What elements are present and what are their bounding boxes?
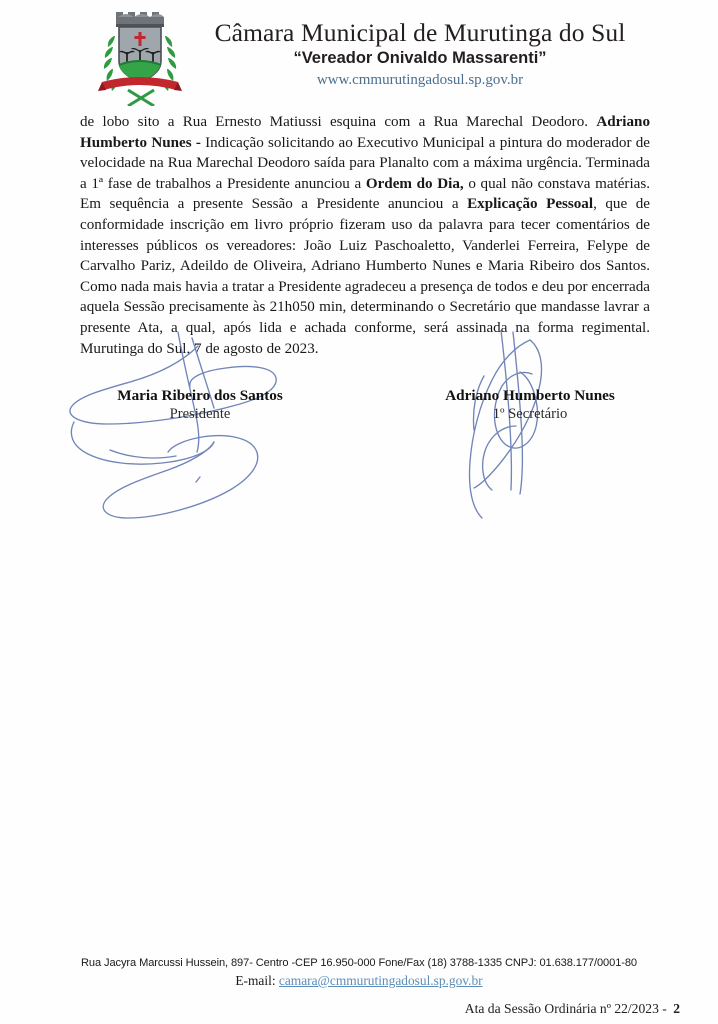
emphasized-text: Ordem do Dia,	[365, 175, 464, 192]
body-text: de lobo sito a Rua Ernesto Matiussi esquina com a Rua Marechal Deodoro.	[80, 114, 597, 130]
signature-block-secretary	[380, 330, 680, 520]
footer-document-reference	[0, 1000, 718, 1018]
signatory-role: Presidente	[169, 406, 231, 422]
footer-email-label: E-mail:	[235, 973, 279, 988]
page-footer	[0, 955, 718, 1018]
footer-doc-label: Ata da Sessão Ordinária nº 22/2023 -	[464, 1001, 671, 1016]
body-text: Indicação solicitando ao Executivo Municipal a pintura do moderador de velocidade na Rua Marechal Deodoro saída para Planalto com a máxima urgência. Terminada a 1ª fase de trabalhos a Presidente anunciou a	[80, 134, 650, 192]
handwritten-signature-icon	[380, 330, 680, 520]
organization-website[interactable]: www.cmmurutingadosul.sp.gov.br	[316, 72, 524, 88]
organization-subtitle: “Vereador Onivaldo Massarenti”	[293, 49, 547, 67]
signatory-role: 1º Secretário	[492, 406, 568, 422]
minutes-paragraph	[80, 112, 650, 359]
signatory-name: Maria Ribeiro dos Santos	[117, 387, 283, 404]
letterhead-text	[190, 18, 650, 90]
body-text: o qual não constava matérias. Em sequência a presente Sessão a Presidente anunciou a	[80, 175, 651, 213]
organization-title: Câmara Municipal de Murutinga do Sul	[214, 18, 626, 47]
emphasized-text: Explicação Pessoal	[467, 196, 594, 213]
document-body	[80, 112, 650, 359]
footer-email-line	[0, 972, 718, 990]
footer-email-link[interactable]: camara@cmmurutingadosul.sp.gov.br	[278, 973, 483, 988]
handwritten-signature-icon	[50, 330, 350, 520]
footer-address: Rua Jacyra Marcussi Hussein, 897- Centro -CEP 16.950-000 Fone/Fax (18) 3788-1335 CNPJ: 01.638.177/0001-80	[80, 957, 637, 969]
emphasized-text: Adriano Humberto Nunes -	[80, 114, 650, 151]
signatory-name: Adriano Humberto Nunes	[445, 387, 615, 404]
signature-caption	[50, 387, 350, 424]
signature-caption	[380, 387, 680, 424]
municipal-coat-of-arms-icon	[88, 6, 192, 106]
body-text: , que de conformidade inscrição em livro próprio fizeram uso da palavra para tecer comentários de interesses públicos os vereadores: João Luiz Paschoaletto, Vanderlei Ferreira, Felype de Carvalho Pariz, Adeildo de Oliveira, Adriano Humberto Nunes e Maria Ribeiro dos Santos. Como nada mais havia a tratar a Presidente agradeceu a presença de todos e deu por encerrada aquela Sessão precisamente às 21h050 min, determinando o Secretário que mandasse lavrar a presente Ata, a qual, após lida e achada conforme, será assinada na forma regimental. Murutinga do Sul, 7 de agosto de 2023.	[80, 196, 650, 357]
signature-block-president	[50, 330, 350, 520]
page-number: 2	[673, 1001, 680, 1016]
letterhead	[0, 0, 718, 104]
signature-zone	[0, 330, 718, 520]
